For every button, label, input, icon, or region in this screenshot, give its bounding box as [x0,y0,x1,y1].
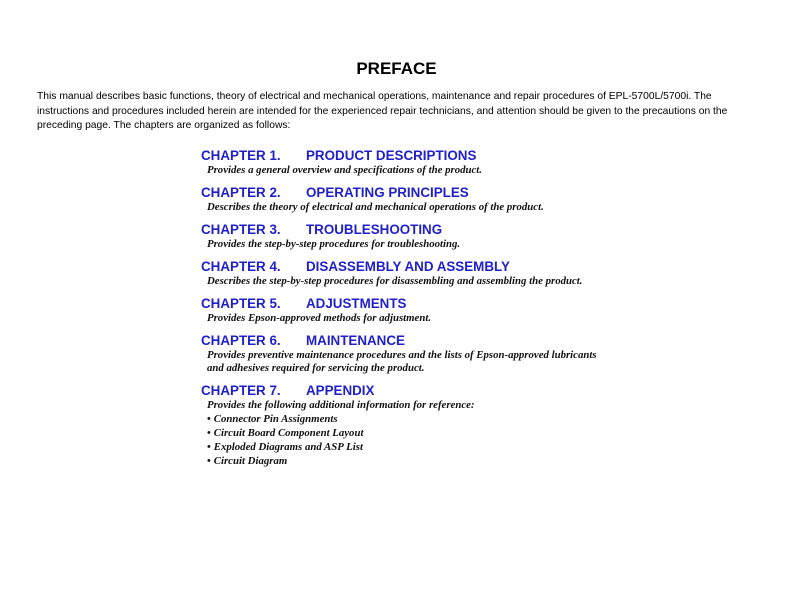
chapter-6-description: Provides preventive maintenance procedures and the lists of Epson-approved lubricants and adhesives required for servicing the product. [207,349,597,374]
chapter-5 [201,295,621,325]
chapter-4-description: Describes the step-by-step procedures for disassembling and assembling the product. [207,275,583,287]
chapter-3-number: CHAPTER 3. [201,222,281,237]
chapter-7-title: APPENDIX [306,383,375,398]
chapter-7-heading [201,382,621,399]
chapter-2 [201,184,621,214]
chapter-7 [201,382,621,468]
chapter-7-number: CHAPTER 7. [201,383,281,398]
chapter-2-description: Describes the theory of electrical and mechanical operations of the product. [207,201,544,213]
chapter-5-number: CHAPTER 5. [201,296,281,311]
chapter-1-title: PRODUCT DESCRIPTIONS [306,148,477,163]
chapter-3-heading [201,221,621,238]
chapter-4-number: CHAPTER 4. [201,259,281,274]
appendix-item: • Circuit Diagram [207,454,621,468]
chapter-6-heading [201,332,621,349]
chapter-2-number: CHAPTER 2. [201,185,281,200]
chapter-4-heading [201,258,621,275]
chapter-1-heading [201,147,621,164]
chapter-6-number: CHAPTER 6. [201,333,281,348]
appendix-item-list [207,412,621,468]
chapter-list [201,147,621,475]
chapter-1-number: CHAPTER 1. [201,148,281,163]
chapter-1-description: Provides a general overview and specifications of the product. [207,164,482,176]
chapter-3-description: Provides the step-by-step procedures for troubleshooting. [207,238,461,250]
chapter-6 [201,332,621,375]
chapter-3-title: TROUBLESHOOTING [306,222,443,237]
chapter-1 [201,147,621,177]
appendix-item: • Circuit Board Component Layout [207,426,621,440]
chapter-2-heading [201,184,621,201]
chapter-4-title: DISASSEMBLY AND ASSEMBLY [306,259,510,274]
chapter-7-description: Provides the following additional information for reference: [207,399,475,411]
intro-paragraph: This manual describes basic functions, theory of electrical and mechanical operations, maintenance and repair procedures of EPL-5700L/5700i. The instructions and procedures included herein are intended for the experienced repair technicians, and attention should be given to the precautions on the preceding page. The chapters are organized as follows: [37,91,728,132]
chapter-5-title: ADJUSTMENTS [306,296,407,311]
chapter-5-heading [201,295,621,312]
chapter-2-title: OPERATING PRINCIPLES [306,185,469,200]
chapter-6-title: MAINTENANCE [306,333,405,348]
appendix-item: • Connector Pin Assignments [207,412,621,426]
chapter-5-description: Provides Epson-approved methods for adjustment. [207,312,432,324]
chapter-4 [201,258,621,288]
page-title: PREFACE [356,59,437,78]
chapter-3 [201,221,621,251]
appendix-item: • Exploded Diagrams and ASP List [207,440,621,454]
